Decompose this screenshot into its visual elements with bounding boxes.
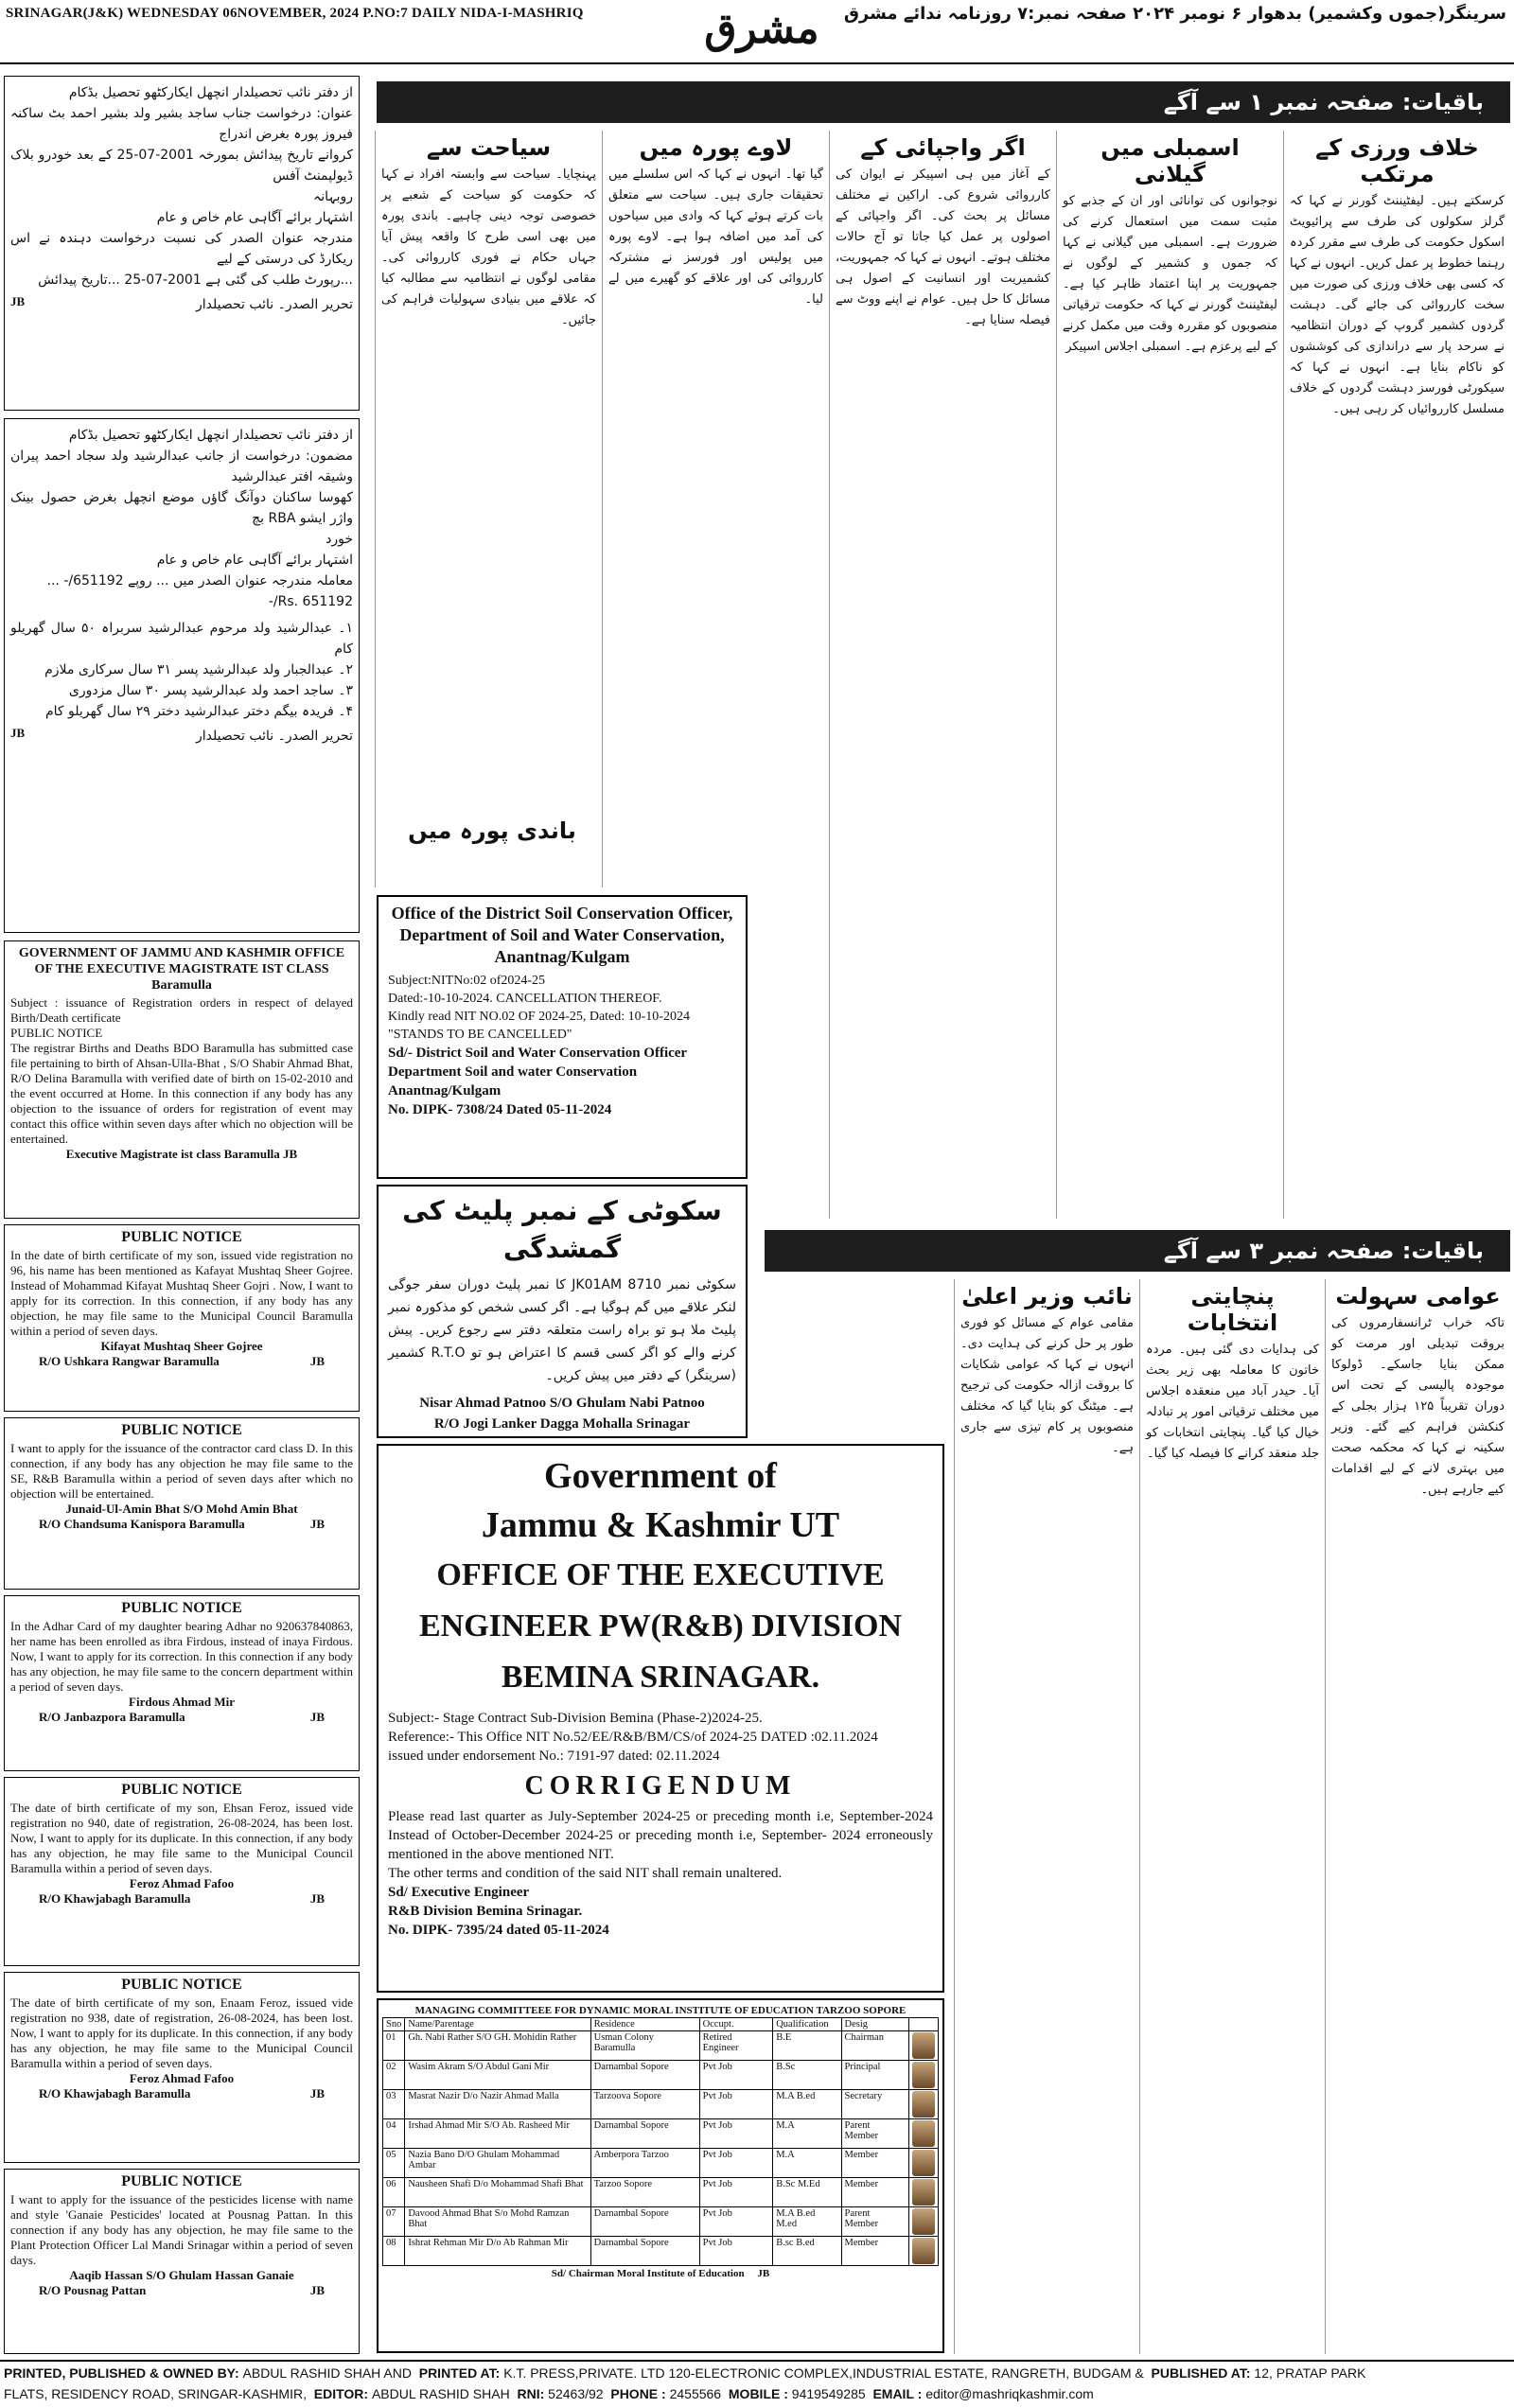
- urdu-notice-2-line: Rs. 651192/-: [268, 594, 353, 609]
- committee-cell: Member: [841, 2149, 908, 2178]
- soil-notice-line: Dated:-10-10-2024. CANCELLATION THEREOF.: [388, 992, 662, 1006]
- committee-photo-cell: [908, 2031, 938, 2061]
- pwd-corrigendum-notice: [377, 1444, 944, 1993]
- urdu-family-row: ۳۔ ساجد احمد ولد عبدالرشید پسر ۳۰ سال مزدوری: [68, 683, 353, 698]
- committee-row: [383, 2178, 939, 2207]
- scooty-notice-sign2: R/O Jogi Lanker Dagga Mohalla Srinagar: [433, 1416, 691, 1432]
- soil-notice-line: Kindly read NIT NO.02 OF 2024-25, Dated: 10-10-2024: [388, 1010, 690, 1024]
- committee-cell: Tarzoova Sopore: [590, 2090, 699, 2119]
- committee-header-cell: Desig: [841, 2018, 908, 2031]
- urdu-article-column: [1325, 1279, 1510, 2354]
- committee-photo-cell: [908, 2119, 938, 2149]
- public-notice-tag: JB: [309, 2086, 325, 2100]
- govt-office-1: OFFICE OF THE EXECUTIVE: [436, 1557, 885, 1592]
- committee-table: [382, 2017, 939, 2266]
- footer-phone-label: PHONE :: [610, 2386, 666, 2401]
- urdu-article-heading: خلاف ورزی کے مرتکب: [1315, 134, 1479, 187]
- committee-header-cell: Qualification: [773, 2018, 841, 2031]
- urdu-notice-2-line: کھوسا ساکنان دوآنگ گاؤں موضع انچھل بغرض حصول بینک واژر ایشو RBA بچ: [10, 490, 353, 526]
- urdu-notice-1-tag: JB: [10, 294, 26, 308]
- committee-header-cell: Residence: [590, 2018, 699, 2031]
- public-notice-body: In the Adhar Card of my daughter bearing Adhar no 920637840863, her name has been enrolled as ibra Firdous, instead of inaya Firdous. Now, I want to apply for its correction. In this connection if any body has any objection, he may file same to the concern department within a period of seven days.: [10, 1619, 353, 1694]
- public-notice-title: PUBLIC NOTICE: [121, 1229, 242, 1245]
- committee-row: [383, 2207, 939, 2237]
- committee-cell: Usman Colony Baramulla: [590, 2031, 699, 2061]
- member-photo: [912, 2150, 935, 2176]
- public-notice: [4, 1972, 360, 2163]
- committee-cell: B.E: [773, 2031, 841, 2061]
- public-notice-residence: R/O Khawjabagh Baramulla: [39, 2086, 191, 2100]
- urdu-article-column: [1056, 131, 1283, 1219]
- urdu-notice-1-line: روبہانہ: [313, 189, 353, 204]
- committee-photo-cell: [908, 2061, 938, 2090]
- committee-cell: Darnambal Sopore: [590, 2119, 699, 2149]
- urdu-family-row: ۱۔ عبدالرشید ولد مرحوم عبدالرشید سربراہ ۵۰ سال گھریلو کام: [10, 621, 353, 657]
- committee-notice: [377, 1998, 944, 2353]
- committee-cell: Pvt Job: [699, 2061, 773, 2090]
- scooty-notice-body: سکوٹی نمبر JK01AM 8710 کا نمبر پلیٹ دوران سفر جوگی لنکر علاقے میں گم ہوگیا ہے۔ اگر کسی شخص کو مذکورہ نمبر پلیٹ ملا ہو تو براہ راست متعلقہ دفتر سے رجوع کریں۔ پیش کرنے والے کو اگر کسی قسم کا اعتراض ہو تو R.T.O کشمیر (سرینگر) کے دفتر میں پیش کریں۔: [388, 1277, 736, 1383]
- public-notice-title: PUBLIC NOTICE: [121, 1422, 242, 1438]
- footer-rni-value: 52463/92: [548, 2386, 604, 2401]
- urdu-article-text: تاکہ خراب ٹرانسفارمروں کی بروقت تبدیلی اور مرمت کو ممکن بنایا جاسکے۔ ڈولوکا موجودہ پالیسی کے تحت اس دوران تقریباً ۱۲۵ ہزار بجلی کے کنکشن فراہم کیے گئے۔ وزیر سکینہ نے کہا کہ محکمہ صحت میں بہتری لانے کے لیے اقدامات کیے جارہے ہیں۔: [1331, 1316, 1505, 1497]
- urdu-article-heading: اسمبلی میں گیلانی: [1100, 134, 1240, 187]
- committee-cell: Chairman: [841, 2031, 908, 2061]
- public-notice-tag: JB: [309, 1891, 325, 1906]
- committee-row: [383, 2061, 939, 2090]
- urdu-article-column: [829, 131, 1056, 1219]
- urdu-notice-1-line: مندرجہ عنوان الصدر کی نسبت درخواست دہندہ نے اس ریکارڈ کی درستی کے لیے: [10, 231, 353, 267]
- committee-cell: 02: [383, 2061, 405, 2090]
- public-notice-sign-row: [10, 1354, 353, 1369]
- public-notice-signatory: Feroz Ahmad Fafoo: [129, 1876, 235, 1890]
- footer-printed-at-value: K.T. PRESS,PRIVATE. LTD 120-ELECTRONIC COMPLEX,INDUSTRIAL ESTATE, RANGRETH, BUDGAM &: [503, 2365, 1144, 2381]
- public-notice-residence: R/O Pousnag Pattan: [39, 2283, 147, 2297]
- committee-cell: Pvt Job: [699, 2149, 773, 2178]
- committee-row: [383, 2031, 939, 2061]
- urdu-notice-1-line: کروانے تاریخ پیدائش بمورخہ 2001-07-25 کے بعد خودرو بلاک ڈیولپمنٹ آفس: [10, 148, 353, 184]
- committee-header-cell: Sno: [383, 2018, 405, 2031]
- public-notice-signatory: Junaid-Ul-Amin Bhat S/O Mohd Amin Bhat: [65, 1502, 298, 1516]
- footer-rule: [0, 2360, 1514, 2362]
- public-notice-sign-row: [10, 1710, 353, 1725]
- urdu-notice-1-footer: تحریر الصدر۔ نائب تحصیلدار: [196, 297, 353, 312]
- committee-cell: Secretary: [841, 2090, 908, 2119]
- committee-sign: [382, 2268, 939, 2279]
- urdu-article-column: [1139, 1279, 1325, 2354]
- committee-cell: 06: [383, 2178, 405, 2207]
- public-notice: [4, 1417, 360, 1590]
- corrigendum-heading: CORRIGENDUM: [524, 1771, 797, 1801]
- committee-cell: Retired Engineer: [699, 2031, 773, 2061]
- committee-photo-cell: [908, 2237, 938, 2266]
- member-photo: [912, 2062, 935, 2088]
- urdu-article-heading: پنچایتی انتخابات: [1187, 1283, 1278, 1336]
- committee-tag: JB: [757, 2268, 770, 2279]
- committee-cell: Darnambal Sopore: [590, 2207, 699, 2237]
- committee-cell: M.A: [773, 2149, 841, 2178]
- public-notice: [4, 1777, 360, 1966]
- public-notice-sign-row: [10, 1517, 353, 1532]
- footer-printed-value: ABDUL RASHID SHAH AND: [242, 2365, 412, 2381]
- urdu-notice-2-tag: JB: [10, 726, 26, 740]
- committee-cell: M.A: [773, 2119, 841, 2149]
- footer-email-label: EMAIL :: [872, 2386, 923, 2401]
- urdu-article-text: مقامی عوام کے مسائل کو فوری طور پر حل کرنے کی ہدایت دی۔ انہوں نے کہا کہ عوامی شکایات کا بروقت ازالہ حکومت کی ترجیح ہے۔ میٹنگ کو بتایا گیا کہ مختلف منصوبوں پر کام تیزی سے جاری ہے۔: [960, 1316, 1134, 1455]
- urdu-article-text: گیا تھا۔ انہوں نے کہا کہ اس سلسلے میں تحقیقات جاری ہیں۔ سیاحت سے متعلق بات کرتے ہوئے کہا کہ وادی میں سیاحوں کی آمد میں اضافہ ہوا ہے۔ لاوے پورہ میں پولیس اور فورسز نے مشترکہ کارروائی کی اور علاقے کو گھیرے میں لے لیا۔: [608, 167, 823, 307]
- govt-sign-2: R&B Division Bemina Srinagar.: [388, 1904, 583, 1919]
- soil-notice-title: Office of the District Soil Conservation Officer, Department of Soil and Water Conservation, Anantnag/Kulgam: [391, 904, 733, 966]
- footer-printed-label: PRINTED, PUBLISHED & OWNED BY:: [4, 2365, 239, 2381]
- soil-notice-line: Subject:NITNo:02 of2024-25: [388, 974, 546, 988]
- committee-cell: Tarzoo Sopore: [590, 2178, 699, 2207]
- urdu-article-text: کرسکتے ہیں۔ لیفٹیننٹ گورنر نے کہا کہ گرلز سکولوں کی طرف سے پرائیویٹ اسکول حکومت کی طرف سے مقرر کردہ رہنما خطوط پر عمل کریں۔ انہوں نے کہا کہ کسی بھی خلاف ورزی کی صورت میں سخت کارروائی کی جائے گی۔ دہشت گردوں کشمیر گروپ کے دوران انتظامیہ نے سرحد پار سے دراندازی کی کوششوں کو ناکام بنایا ہے۔ انہوں نے کہا کہ سیکورٹی فورسز دہشت گردوں کے خلاف مسلسل کارروائیاں کر رہی ہیں۔: [1290, 194, 1505, 416]
- committee-cell: 04: [383, 2119, 405, 2149]
- committee-cell: B.Sc M.Ed: [773, 2178, 841, 2207]
- committee-photo-header: [908, 2018, 938, 2031]
- footer-editor-label: EDITOR:: [313, 2386, 369, 2401]
- committee-cell: Member: [841, 2178, 908, 2207]
- govt-title-2: Jammu & Kashmir UT: [481, 1505, 840, 1545]
- continued-banner-mid: باقیات: صفحہ نمبر ۳ سے آگے: [765, 1230, 1510, 1272]
- committee-cell: Darnambal Sopore: [590, 2061, 699, 2090]
- public-notice-title: PUBLIC NOTICE: [121, 1600, 242, 1616]
- committee-cell: Parent Member: [841, 2207, 908, 2237]
- committee-cell: Wasim Akram S/O Abdul Gani Mir: [405, 2061, 590, 2090]
- urdu-article-heading: عوامی سہولت: [1335, 1283, 1501, 1309]
- footer-printed-at-label: PRINTED AT:: [418, 2365, 501, 2381]
- urdu-notice-2-line: مضمون: درخواست از جانب عبدالرشید ولد سجاد احمد پیران وشیقہ افتر عبدالرشید: [10, 448, 353, 484]
- masthead-dateline: SRINAGAR(J&K) WEDNESDAY 06NOVEMBER, 2024 P.NO:7 DAILY NIDA-I-MASHRIQ: [6, 6, 584, 21]
- committee-header-row: [383, 2018, 939, 2031]
- committee-sign-text: Sd/ Chairman Moral Institute of Education: [551, 2268, 745, 2279]
- footer-email-link[interactable]: editor@mashriqkashmir.com: [925, 2386, 1094, 2401]
- govt-dipk: No. DIPK- 7395/24 dated 05-11-2024: [388, 1923, 609, 1938]
- committee-cell: 01: [383, 2031, 405, 2061]
- committee-photo-cell: [908, 2178, 938, 2207]
- committee-cell: Pvt Job: [699, 2237, 773, 2266]
- committee-header-cell: Occupt.: [699, 2018, 773, 2031]
- committee-cell: Amberpora Tarzoo: [590, 2149, 699, 2178]
- urdu-article-text: پہنچایا۔ سیاحت سے وابستہ افراد نے کہا کہ حکومت کو سیاحت کے شعبے پر خصوصی توجہ دینی چاہیے۔ باندی پورہ میں بھی اسی طرح کا واقعہ پیش آیا جہاں حکام نے فوری کارروائی کی۔ مقامی لوگوں نے انتظامیہ سے مطالبہ کیا کہ علاقے میں بنیادی سہولیات فراہم کی جائیں۔: [381, 167, 596, 327]
- footer-published-value: 12, PRATAP PARK: [1254, 2365, 1366, 2381]
- public-notice-body: I want to apply for the issuance of the pesticides license with name and style 'Ganaie Pesticides' located at Pousnag Pattan. In this connection if any body has any objection, he may file same to the Plant Protection Officer Lal Mandi Srinagar within a period of seven days.: [10, 2192, 353, 2267]
- soil-notice-sign: Sd/- District Soil and Water Conservation Officer: [388, 1046, 688, 1061]
- public-notice-body: The date of birth certificate of my son, Enaam Feroz, issued vide registration no 938, date of registration, 26-08-2024, has been lost. Now, I want to apply for its duplicate. In this connection, if any body has any objection, he may file same to the Municipal Council Baramulla within a period of seven days.: [10, 1995, 353, 2070]
- member-photo: [912, 2120, 935, 2147]
- soil-notice-dept: Department Soil and water Conservation Anantnag/Kulgam: [388, 1064, 638, 1099]
- public-notice-residence: R/O Janbazpora Baramulla: [39, 1710, 185, 1724]
- committee-cell: Gh. Nabi Rather S/O GH. Mohidin Rather: [405, 2031, 590, 2061]
- exec-magistrate-body: The registrar Births and Deaths BDO Baramulla has submitted case file pertaining to birth of Ahsan-Ulla-Bhat , S/O Shabir Ahmad Bhat, R/O Delina Baramulla with verified date of birth on 15-02-2010 and the event occurred at Home. In this connection if any body has any objection to the issuance of orders for registration of event may contact this office within seven days after which no objection will be entertained.: [10, 1041, 353, 1146]
- public-notice-tag: JB: [309, 1354, 325, 1368]
- urdu-notice-1-line: از دفتر نائب تحصیلدار انچھل ایکارکٹھو تحصیل بڈکام: [68, 85, 353, 100]
- govt-office-2: ENGINEER PW(R&B) DIVISION: [418, 1608, 903, 1643]
- urdu-article-heading: اگر واجپائی کے: [860, 134, 1026, 161]
- urdu-notice-2-line: اشتہار برائے آگاہی عام خاص و عام: [156, 553, 353, 568]
- public-notice-tag: JB: [309, 2283, 325, 2297]
- public-notice-residence: R/O Khawjabagh Baramulla: [39, 1891, 191, 1906]
- urdu-article-heading: سیاحت سے: [426, 134, 552, 161]
- public-notice-residence: R/O Chandsuma Kanispora Baramulla: [39, 1517, 245, 1531]
- public-notice-title: PUBLIC NOTICE: [121, 1782, 242, 1798]
- urdu-notice-1-line: عنوان: درخواست جناب ساجد بشیر ولد بشیر احمد بٹ ساکنہ فیروز پورہ بغرض اندراج: [10, 106, 353, 142]
- urdu-article-text: نوجوانوں کی توانائی اور ان کے جذبے کو مثبت سمت میں استعمال کرنے کی ضرورت ہے۔ اسمبلی میں گیلانی نے کہا کہ جموں و کشمیر کے لوگوں نے جمہوریت پر اپنا اعتماد ظاہر کیا ہے۔ لیفٹیننٹ گورنر نے کہا کہ حکومت ترقیاتی منصوبوں کو مقررہ وقت میں مکمل کرنے کے لیے پرعزم ہے۔ اسمبلی اجلاس اسپیکر: [1063, 194, 1277, 354]
- public-notice-residence: R/O Ushkara Rangwar Baramulla: [39, 1354, 220, 1368]
- footer-mobile-label: MOBILE :: [728, 2386, 788, 2401]
- urdu-notice-2-line: از دفتر نائب تحصیلدار انچھل ایکارکٹھو تحصیل بڈکام: [68, 428, 353, 443]
- scooty-notice-title: سکوٹی کے نمبر پلیٹ کی گمشدگی: [402, 1195, 722, 1264]
- committee-row: [383, 2090, 939, 2119]
- public-notice-title: PUBLIC NOTICE: [121, 1977, 242, 1993]
- masthead-rule: [0, 62, 1514, 64]
- urdu-article-heading: نائب وزیر اعلیٰ: [961, 1283, 1133, 1309]
- urdu-notice-1-line: ...رپورٹ طلب کی گئی ہے 2001-07-25 ...تاریخ پیدائش: [38, 272, 353, 288]
- public-notice-signatory: Firdous Ahmad Mir: [129, 1695, 235, 1709]
- committee-cell: M.A B.ed: [773, 2090, 841, 2119]
- member-photo: [912, 2179, 935, 2206]
- committee-cell: Parent Member: [841, 2119, 908, 2149]
- public-notice-body: In the date of birth certificate of my son, issued vide registration no 96, his name has been mentioned as Kafayat Mushtaq Sheer Gojree. Instead of Mohammad Kifayat Mushtaq Sheer Gojri . Now, I want to apply for its correction. In this connection, if any body has any objection, he may file same to the Municipal Council Baramulla within a period of seven days.: [10, 1248, 353, 1338]
- committee-row: [383, 2237, 939, 2266]
- committee-photo-cell: [908, 2090, 938, 2119]
- public-notice-body: The date of birth certificate of my son, Ehsan Feroz, issued vide registration no 940, date of registration, 26-08-2024, has been lost. Now, I want to apply for its duplicate. In this connection, if any body has any objection, he may file same to the Municipal Council Baramulla within a period of seven days.: [10, 1801, 353, 1875]
- member-photo: [912, 2238, 935, 2264]
- govt-title-1: Government of: [544, 1456, 777, 1496]
- exec-magistrate-sign: Executive Magistrate ist class Baramulla JB: [65, 1147, 298, 1161]
- footer-phone-value: 2455566: [669, 2386, 722, 2401]
- govt-subject: Subject:- Stage Contract Sub-Division Bemina (Phase-2)2024-25.: [388, 1711, 763, 1726]
- bandipora-heading: باندی پورہ میں: [408, 817, 576, 844]
- govt-body: Please read last quarter as July-September 2024-25 or preceding month i.e, September-2024 Instead of October-December 2024-25 or preceding month i.e, September- 2024 erroneously mentioned in the above mentioned NIT.: [388, 1809, 933, 1862]
- urdu-article-column: [602, 131, 829, 888]
- footer-mobile-value: 9419549285: [791, 2386, 866, 2401]
- urdu-notice-2: [4, 418, 360, 933]
- newspaper-logo: مشرق: [704, 5, 819, 53]
- scooty-plate-notice: [377, 1185, 748, 1438]
- urdu-article-text: کے آغاز میں ہی اسپیکر نے ایوان کی کارروائی شروع کی۔ اراکین نے مختلف مسائل پر بحث کی۔ اگر واجپائی کے اصولوں پر عمل کیا جاتا تو آج حالات مختلف ہوتے۔ انہوں نے کہا کہ جمہوریت، کشمیریت اور انسانیت کے اصول ہی مسائل کا حل ہیں۔ عوام نے اپنے ووٹ سے فیصلہ سنایا ہے۔: [836, 167, 1050, 327]
- soil-conservation-notice: [377, 895, 748, 1179]
- member-photo: [912, 2091, 935, 2118]
- public-notice: [4, 2169, 360, 2354]
- soil-notice-line: "STANDS TO BE CANCELLED": [388, 1028, 572, 1042]
- footer-line-1: [4, 2365, 1510, 2381]
- public-notice-sign-row: [10, 2086, 353, 2101]
- exec-magistrate-label: PUBLIC NOTICE: [10, 1026, 103, 1040]
- govt-endorse: issued under endorsement No.: 7191-97 dated: 02.11.2024: [388, 1749, 720, 1764]
- committee-cell: Member: [841, 2237, 908, 2266]
- public-notice-signatory: Kifayat Mushtaq Sheer Gojree: [100, 1339, 263, 1353]
- govt-sign-1: Sd/ Executive Engineer: [388, 1885, 530, 1900]
- committee-header-cell: Name/Parentage: [405, 2018, 590, 2031]
- urdu-notice-2-line: خورد: [326, 532, 353, 547]
- govt-office-3: BEMINA SRINAGAR.: [501, 1660, 820, 1695]
- committee-cell: Pvt Job: [699, 2207, 773, 2237]
- govt-reference: Reference:- This Office NIT No.52/EE/R&B/BM/CS/of 2024-25 DATED :02.11.2024: [388, 1730, 878, 1745]
- public-notice-signatory: Feroz Ahmad Fafoo: [129, 2071, 235, 2085]
- urdu-notice-2-footer: تحریر الصدر۔ نائب تحصیلدار: [196, 729, 353, 744]
- public-notice-body: I want to apply for the issuance of the contractor card class D. In this connection, if any body has any objection he may file same to the SE, R&B Baramulla within a period of seven days after which no objection will be entertained.: [10, 1441, 353, 1501]
- committee-cell: Irshad Ahmad Mir S/O Ab. Rasheed Mir: [405, 2119, 590, 2149]
- committee-cell: Ishrat Rehman Mir D/o Ab Rahman Mir: [405, 2237, 590, 2266]
- committee-cell: Nazia Bano D/O Ghulam Mohammad Ambar: [405, 2149, 590, 2178]
- continued-banner-top: باقیات: صفحہ نمبر ۱ سے آگے: [377, 81, 1510, 123]
- committee-cell: Principal: [841, 2061, 908, 2090]
- committee-row: [383, 2119, 939, 2149]
- committee-cell: Pvt Job: [699, 2119, 773, 2149]
- public-notice-sign-row: [10, 2283, 353, 2298]
- soil-notice-dipk: No. DIPK- 7308/24 Dated 05-11-2024: [388, 1102, 612, 1117]
- footer-address: FLATS, RESIDENCY ROAD, SRINGAR-KASHMIR,: [4, 2386, 307, 2401]
- urdu-notice-2-line: معاملہ مندرجہ عنوان الصدر میں ... روپے 651192/- ...: [46, 573, 353, 589]
- committee-cell: 03: [383, 2090, 405, 2119]
- committee-cell: 08: [383, 2237, 405, 2266]
- soil-notice-lines: [388, 972, 736, 1044]
- committee-photo-cell: [908, 2149, 938, 2178]
- urdu-notice-1-line: اشتہار برائے آگاہی عام خاص و عام: [156, 210, 353, 225]
- exec-magistrate-notice: [4, 940, 360, 1219]
- urdu-notice-1: [4, 76, 360, 411]
- footer-published-label: PUBLISHED AT:: [1151, 2365, 1251, 2381]
- urdu-family-row: ۲۔ عبدالجبار ولد عبدالرشید پسر ۳۱ سال سرکاری ملازم: [44, 662, 353, 677]
- footer-line-2: [4, 2386, 1510, 2401]
- urdu-article-text: کی ہدایات دی گئی ہیں۔ مردہ خاتون کا معاملہ بھی زیر بحث آیا۔ حیدر آباد میں منعقدہ اجلاس میں مختلف ترقیاتی امور پر تبادلہ خیال کیا گیا۔ پنچایتی انتخابات کو جلد منعقد کرانے کا فیصلہ کیا گیا۔: [1146, 1343, 1319, 1461]
- public-notice-tag: JB: [309, 1710, 325, 1724]
- public-notice: [4, 1595, 360, 1771]
- urdu-article-column: [954, 1279, 1139, 2354]
- committee-cell: Masrat Nazir D/o Nazir Ahmad Malla: [405, 2090, 590, 2119]
- scooty-notice-sign1: Nisar Ahmad Patnoo S/O Ghulam Nabi Patnoo: [419, 1396, 705, 1411]
- public-notice: [4, 1224, 360, 1412]
- exec-magistrate-title: GOVERNMENT OF JAMMU AND KASHMIR OFFICE OF THE EXECUTIVE MAGISTRATE IST CLASS Baramulla: [18, 946, 345, 993]
- urdu-family-row: ۴۔ فریدہ بیگم دختر عبدالرشید دختر ۲۹ سال گھریلو کام: [44, 704, 353, 719]
- public-notice-sign-row: [10, 1891, 353, 1907]
- public-notice-tag: JB: [309, 1517, 325, 1531]
- committee-title: MANAGING COMMITTEEE FOR DYNAMIC MORAL INSTITUTE OF EDUCATION TARZOO SOPORE: [414, 2005, 907, 2016]
- committee-cell: M.A B.ed M.ed: [773, 2207, 841, 2237]
- committee-row: [383, 2149, 939, 2178]
- member-photo: [912, 2032, 935, 2059]
- committee-cell: B.sc B.ed: [773, 2237, 841, 2266]
- masthead-urdu-dateline: سرینگر(جموں وکشمیر) بدھوار ۶ نومبر ۲۰۲۴ صفحہ نمبر:۷ روزنامہ ندائے مشرق: [843, 4, 1506, 24]
- member-photo: [912, 2208, 935, 2235]
- committee-cell: B.Sc: [773, 2061, 841, 2090]
- exec-magistrate-subject: Subject : issuance of Registration orders in respect of delayed Birth/Death certificate: [10, 995, 353, 1025]
- committee-cell: 07: [383, 2207, 405, 2237]
- footer-editor-value: ABDUL RASHID SHAH: [371, 2386, 510, 2401]
- urdu-article-column: [1283, 131, 1510, 1219]
- urdu-notice-1-body: [10, 82, 353, 290]
- urdu-notice-2-family: [10, 618, 353, 722]
- committee-cell: Davood Ahmad Bhat S/o Mohd Ramzan Bhat: [405, 2207, 590, 2237]
- footer-rni-label: RNI:: [517, 2386, 545, 2401]
- public-notice-title: PUBLIC NOTICE: [121, 2173, 242, 2189]
- urdu-article-heading: لاوے پورہ میں: [639, 134, 793, 161]
- committee-cell: 05: [383, 2149, 405, 2178]
- urdu-article-column: [375, 131, 602, 888]
- committee-cell: Pvt Job: [699, 2178, 773, 2207]
- govt-body-2: The other terms and condition of the said NIT shall remain unaltered.: [388, 1866, 783, 1881]
- public-notice-signatory: Aaqib Hassan S/O Ghulam Hassan Ganaie: [69, 2268, 294, 2282]
- urdu-notice-2-body: [10, 425, 353, 612]
- committee-cell: Pvt Job: [699, 2090, 773, 2119]
- committee-cell: Darnambal Sopore: [590, 2237, 699, 2266]
- committee-photo-cell: [908, 2207, 938, 2237]
- committee-cell: Nausheen Shafi D/o Mohammad Shafi Bhat: [405, 2178, 590, 2207]
